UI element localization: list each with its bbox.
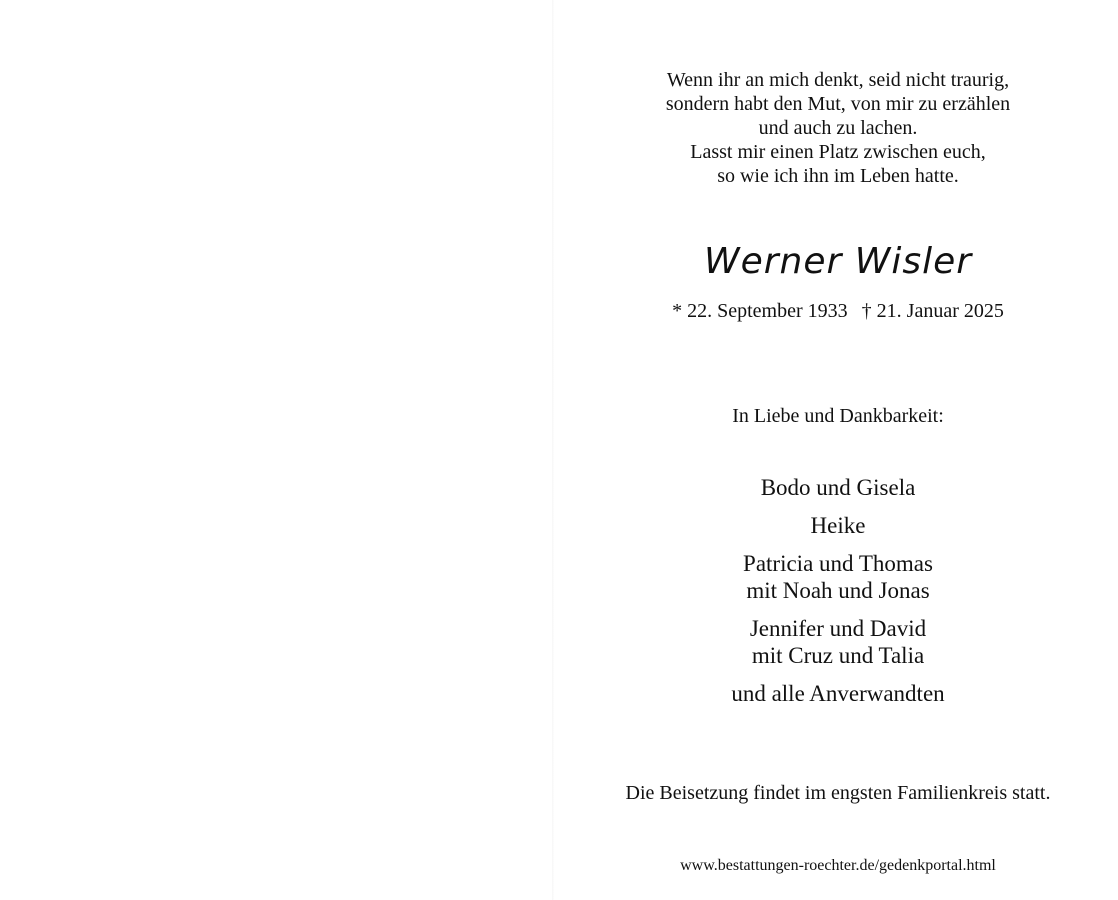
memorial-url: www.bestattungen-roechter.de/gedenkportal.html bbox=[680, 857, 996, 874]
mourner-entry bbox=[554, 550, 1118, 604]
birth-date: * 22. September 1933 bbox=[672, 300, 848, 322]
mourner-line: Jennifer und David bbox=[749, 616, 927, 641]
poem-line: und auch zu lachen. bbox=[758, 117, 918, 139]
poem-line: so wie ich ihn im Leben hatte. bbox=[717, 165, 959, 187]
life-dates bbox=[554, 298, 1118, 324]
mourner-entry bbox=[554, 474, 1118, 501]
mourner-line: und alle Anverwandten bbox=[731, 681, 945, 706]
poem-line: sondern habt den Mut, von mir zu erzählen bbox=[665, 93, 1011, 115]
burial-note: Die Beisetzung findet im engsten Familienkreis statt. bbox=[625, 782, 1051, 804]
mourner-line: Heike bbox=[810, 513, 866, 538]
death-date: † 21. Januar 2025 bbox=[861, 300, 1004, 322]
mourner-line: Bodo und Gisela bbox=[760, 475, 916, 500]
mourners-list bbox=[554, 474, 1118, 718]
mourner-entry bbox=[554, 680, 1118, 707]
mourner-line: mit Cruz und Talia bbox=[751, 643, 925, 668]
deceased-name: Werner Wisler bbox=[703, 241, 973, 282]
mourner-entry bbox=[554, 615, 1118, 669]
right-page bbox=[554, 0, 1118, 900]
poem bbox=[554, 68, 1118, 188]
poem-line: Wenn ihr an mich denkt, seid nicht traurig, bbox=[666, 69, 1010, 91]
mourner-line: Patricia und Thomas bbox=[743, 551, 933, 576]
thanks-heading: In Liebe und Dankbarkeit: bbox=[732, 405, 944, 427]
poem-line: Lasst mir einen Platz zwischen euch, bbox=[690, 141, 986, 163]
left-page bbox=[0, 0, 552, 900]
mourner-line: mit Noah und Jonas bbox=[746, 578, 930, 603]
mourner-entry bbox=[554, 512, 1118, 539]
